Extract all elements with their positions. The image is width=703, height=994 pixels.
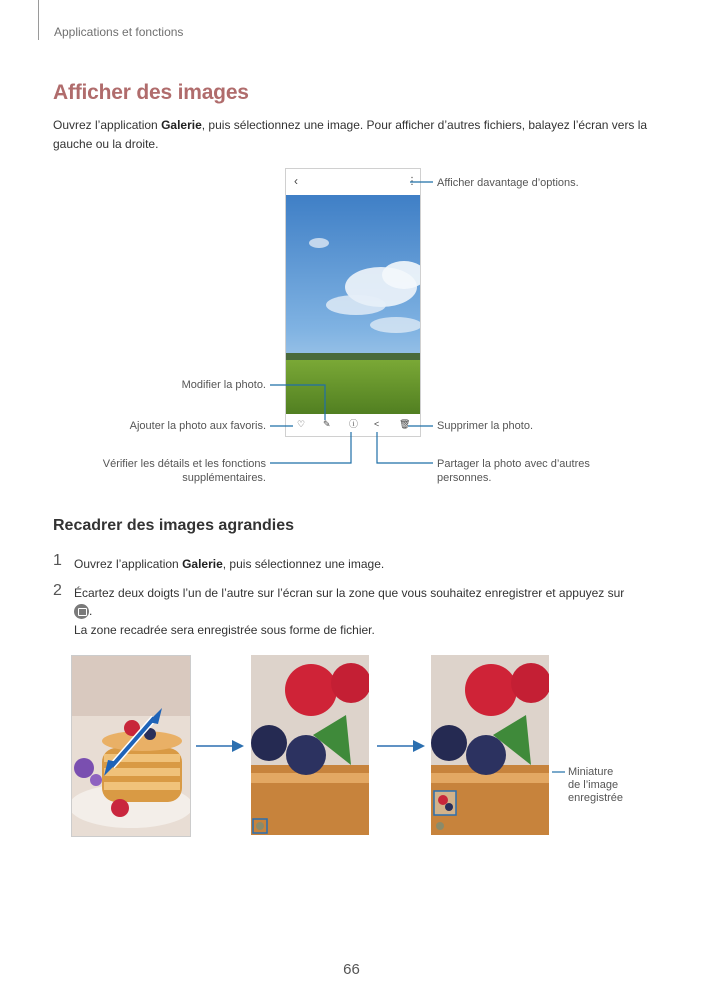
chapter-header: Applications et fonctions bbox=[54, 25, 184, 39]
callout-favorite: Ajouter la photo aux favoris. bbox=[129, 420, 266, 432]
callout-share-line2: personnes. bbox=[437, 472, 492, 484]
intro-app-name: Galerie bbox=[161, 118, 202, 132]
callout-more-options: Afficher davantage d’options. bbox=[437, 177, 579, 189]
callout-details-line1: Vérifier les détails et les fonctions bbox=[102, 458, 266, 470]
callout-details bbox=[60, 457, 266, 485]
section-title: Afficher des images bbox=[53, 81, 249, 104]
more-options-icon: ⋮ bbox=[407, 176, 417, 187]
section2-title: Recadrer des images agrandies bbox=[53, 517, 295, 534]
pancake-image-full bbox=[71, 655, 191, 837]
delete-icon: 🗑 bbox=[399, 419, 411, 429]
callout-thumbnail-line2: de l’image bbox=[568, 779, 619, 791]
arrow-right-1 bbox=[196, 738, 244, 754]
step-1-app-name: Galerie bbox=[182, 557, 223, 571]
step-2-period: . bbox=[89, 604, 93, 618]
step-2-number: 2 bbox=[53, 582, 62, 599]
back-icon: ‹ bbox=[294, 174, 298, 188]
edit-pencil-icon: ✎ bbox=[323, 419, 331, 429]
step-1-text bbox=[74, 555, 654, 573]
callout-edit: Modifier la photo. bbox=[181, 379, 266, 391]
step-1-prefix: Ouvrez l’application bbox=[74, 557, 183, 571]
callout-share-line1: Partager la photo avec d’autres bbox=[437, 458, 590, 470]
cropped-result-image bbox=[431, 655, 549, 835]
step-1-number: 1 bbox=[53, 552, 62, 569]
arrow-right-2 bbox=[377, 738, 425, 754]
step-2-text bbox=[74, 584, 664, 620]
info-icon: ⓘ bbox=[349, 419, 359, 429]
share-icon: < bbox=[374, 419, 380, 429]
callout-thumbnail-line1: Miniature bbox=[568, 766, 614, 778]
step-2-instruction: Écartez deux doigts l’un de l’autre sur l’écran sur la zone que vous souhaitez enregistrer et appuyez sur bbox=[74, 586, 625, 600]
zoomed-image bbox=[251, 655, 369, 835]
callout-thumbnail bbox=[568, 766, 623, 805]
intro-prefix: Ouvrez l’application bbox=[53, 118, 162, 132]
step-1-suffix: , puis sélectionnez une image. bbox=[222, 557, 385, 571]
favorite-icon: ♡ bbox=[297, 419, 306, 429]
callout-thumbnail-line3: enregistrée bbox=[568, 792, 624, 804]
page-number: 66 bbox=[343, 961, 360, 978]
callout-share bbox=[437, 457, 637, 485]
intro-suffix: , puis sélectionnez une image. Pour afficher d’autres fichiers, balayez l’écran vers la gauche ou la droite. bbox=[53, 118, 648, 151]
callout-delete: Supprimer la photo. bbox=[437, 420, 533, 432]
capture-icon bbox=[74, 604, 89, 619]
callout-details-line2: supplémentaires. bbox=[182, 472, 266, 484]
step-2-note: La zone recadrée sera enregistrée sous forme de fichier. bbox=[74, 623, 375, 637]
